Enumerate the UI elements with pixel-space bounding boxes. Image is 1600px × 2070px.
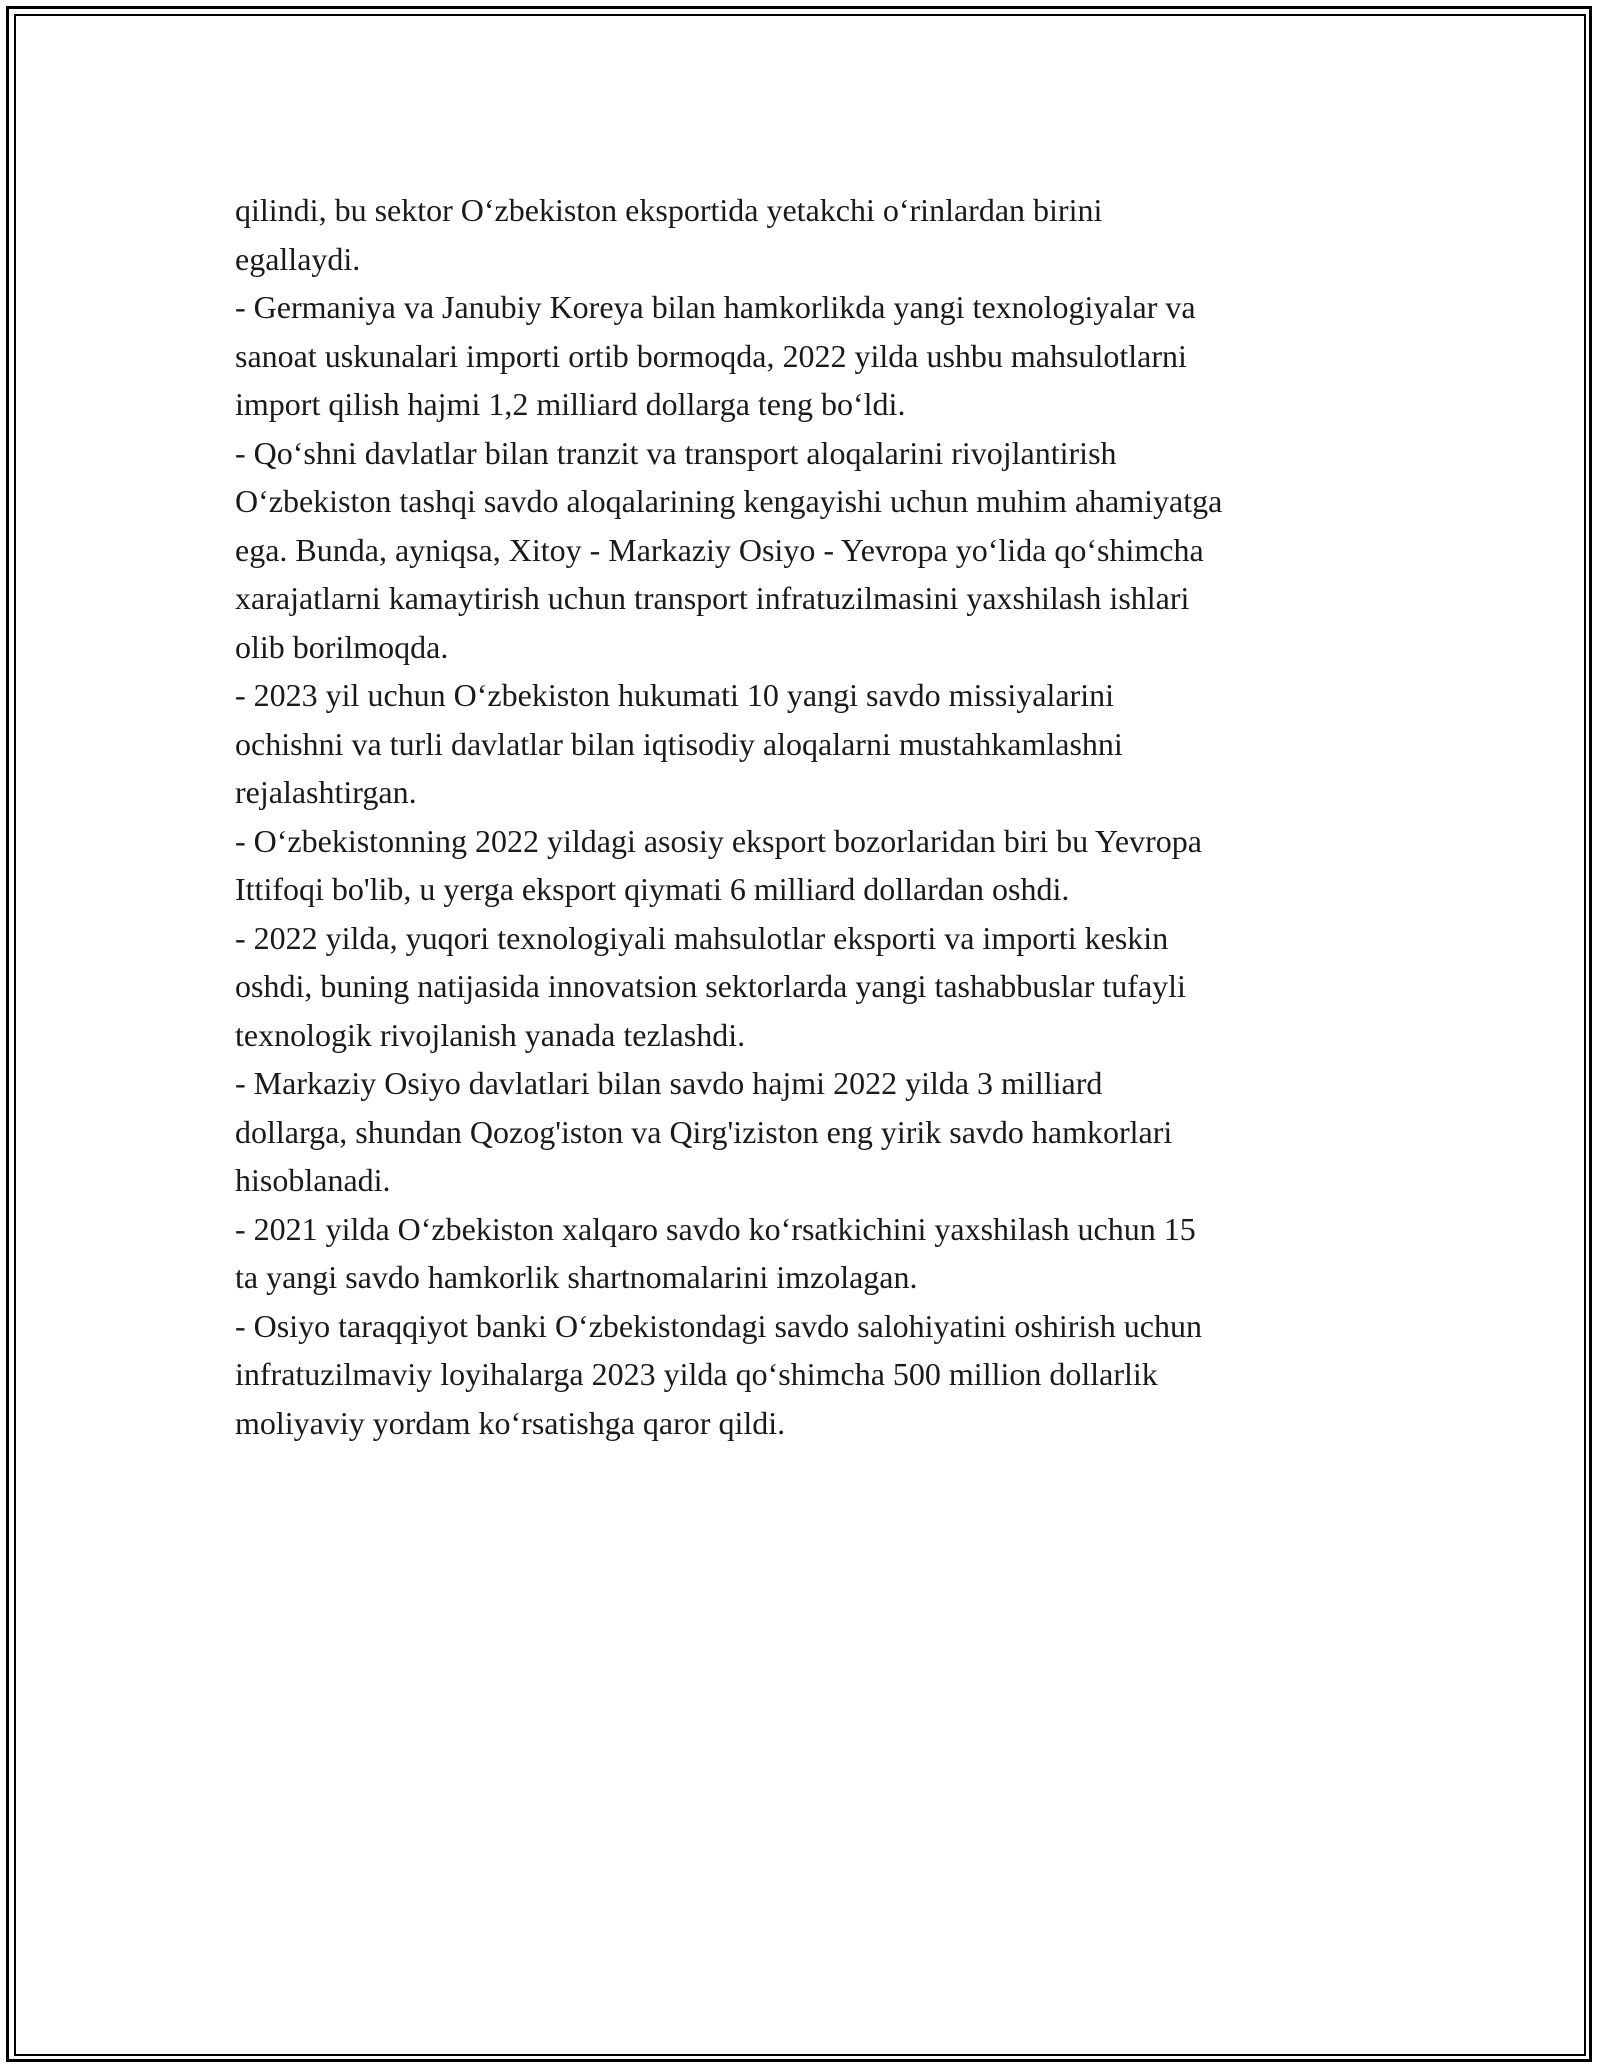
text-line: - 2021 yilda Oʻzbekiston xalqaro savdo koʻrsatkichini yaxshilash uchun 15 <box>235 1210 1196 1247</box>
text-line: ega. Bunda, ayniqsa, Xitoy - Markaziy Osiyo - Yevropa yoʻlida qoʻshimcha <box>235 531 1204 568</box>
text-line: rejalashtirgan. <box>235 774 417 810</box>
text-line: qilindi, bu sektor Oʻzbekiston eksportida yetakchi oʻrinlardan birini <box>235 192 1103 228</box>
text-line: olib borilmoqda. <box>235 628 449 665</box>
text-line: - Qoʻshni davlatlar bilan tranzit va transport aloqalarini rivojlantirish <box>235 434 1117 471</box>
text-line: hisoblanadi. <box>235 1162 391 1198</box>
text-line: Ittifoqi bo'lib, u yerga eksport qiymati 6 milliard dollardan oshdi. <box>235 871 1070 907</box>
text-line: - Oʻzbekistonning 2022 yildagi asosiy eksport bozorlaridan biri bu Yevropa <box>235 822 1202 859</box>
text-line: - Osiyo taraqqiyot banki Oʻzbekistondagi savdo salohiyatini oshirish uchun <box>235 1307 1202 1344</box>
text-line: moliyaviy yordam koʻrsatishga qaror qildi. <box>235 1404 786 1441</box>
text-line: - Markaziy Osiyo davlatlari bilan savdo hajmi 2022 yilda 3 milliard <box>235 1065 1103 1101</box>
text-line: egallaydi. <box>235 240 361 277</box>
document-body <box>235 186 1375 1447</box>
text-line: sanoat uskunalari importi ortib bormoqda, 2022 yilda ushbu mahsulotlarni <box>235 337 1187 374</box>
text-line: - Germaniya va Janubiy Koreya bilan hamkorlikda yangi texnologiyalar va <box>235 289 1196 325</box>
text-line: Oʻzbekiston tashqi savdo aloqalarining kengayishi uchun muhim ahamiyatga <box>235 483 1223 519</box>
text-line: ochishni va turli davlatlar bilan iqtisodiy aloqalarni mustahkamlashni <box>235 725 1123 762</box>
text-line: texnologik rivojlanish yanada tezlashdi. <box>235 1016 746 1053</box>
text-line: xarajatlarni kamaytirish uchun transport infratuzilmasini yaxshilash ishlari <box>235 580 1190 616</box>
text-line: - 2022 yilda, yuqori texnologiyali mahsulotlar eksporti va importi keskin <box>235 919 1169 956</box>
text-line: infratuzilmaviy loyihalarga 2023 yilda qoʻshimcha 500 million dollarlik <box>235 1356 1158 1392</box>
text-line: ta yangi savdo hamkorlik shartnomalarini imzolagan. <box>235 1259 918 1295</box>
text-line: import qilish hajmi 1,2 milliard dollarga teng boʻldi. <box>235 386 906 422</box>
text-line: dollarga, shundan Qozog'iston va Qirg'iziston eng yirik savdo hamkorlari <box>235 1113 1173 1150</box>
text-line: oshdi, buning natijasida innovatsion sektorlarda yangi tashabbuslar tufayli <box>235 968 1186 1004</box>
text-line: - 2023 yil uchun Oʻzbekiston hukumati 10 yangi savdo missiyalarini <box>235 677 1114 713</box>
